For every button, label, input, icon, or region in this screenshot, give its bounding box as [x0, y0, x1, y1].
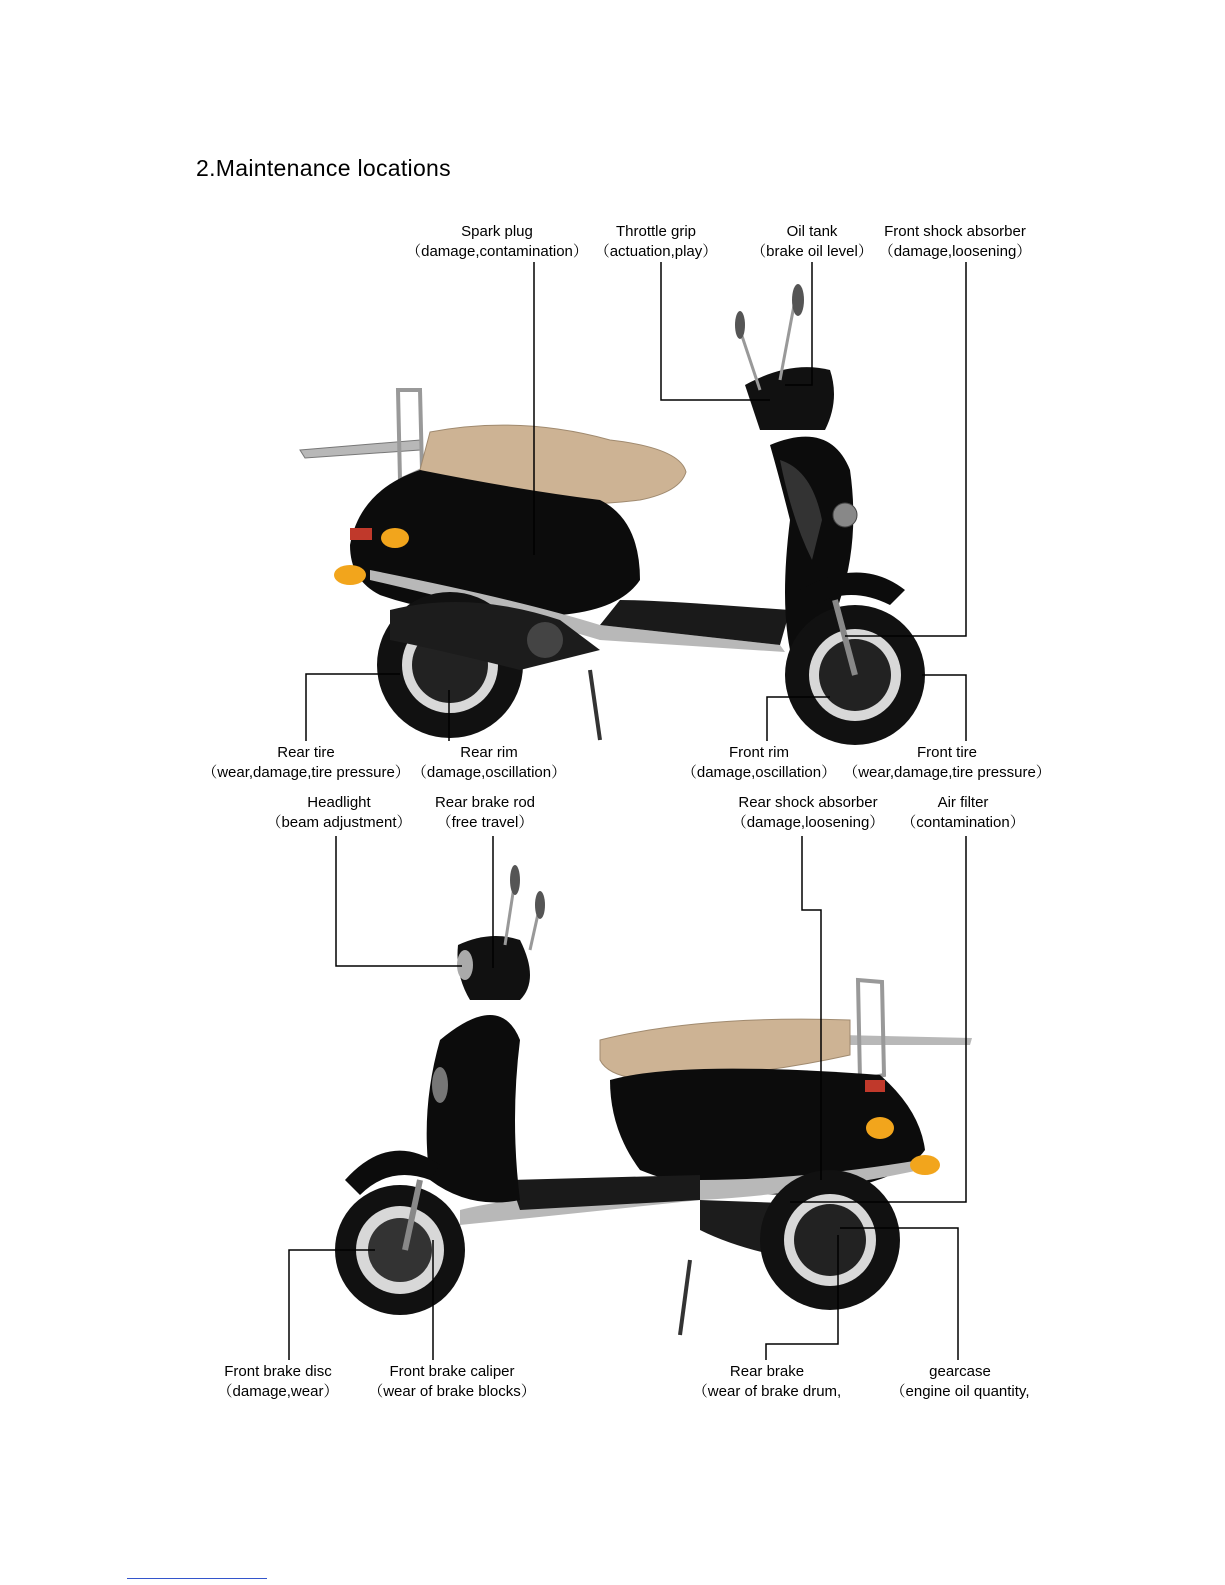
label-front-tire: Front tire （wear,damage,tire pressure）: [843, 744, 1051, 781]
leader-oil-tank: [785, 262, 812, 385]
bottom-scooter-image: [335, 865, 972, 1335]
leader-headlight: [336, 836, 462, 966]
label-front-shock-absorber: Front shock absorber （damage,loosening）: [878, 223, 1032, 260]
label-rear-tire: Rear tire （wear,damage,tire pressure）: [202, 744, 410, 781]
label-headlight: Headlight （beam adjustment）: [266, 794, 412, 831]
top-scooter-image: [300, 284, 925, 745]
leader-throttle-grip: [661, 262, 770, 400]
label-rear-shock-absorber: Rear shock absorber （damage,loosening）: [731, 794, 885, 831]
label-air-filter: Air filter （contamination）: [901, 794, 1025, 831]
page-title: 2.Maintenance locations: [196, 155, 451, 181]
label-rear-brake-rod: Rear brake rod （free travel）: [434, 794, 536, 831]
label-front-brake-caliper: Front brake caliper （wear of brake blocks）: [368, 1363, 536, 1400]
footer-rule: [127, 1578, 267, 1579]
label-front-rim: Front rim （damage,oscillation）: [681, 744, 837, 781]
label-rear-brake: Rear brake （wear of brake drum,: [692, 1363, 842, 1400]
label-front-brake-disc: Front brake disc （damage,wear）: [217, 1363, 339, 1400]
label-gearcase: gearcase （engine oil quantity,: [890, 1363, 1030, 1400]
leader-front-tire: [922, 675, 966, 741]
label-spark-plug: Spark plug （damage,contamination）: [406, 223, 588, 260]
label-oil-tank: Oil tank （brake oil level）: [751, 223, 873, 260]
label-throttle-grip: Throttle grip （actuation,play）: [594, 223, 718, 260]
label-rear-rim: Rear rim （damage,oscillation）: [411, 744, 567, 781]
